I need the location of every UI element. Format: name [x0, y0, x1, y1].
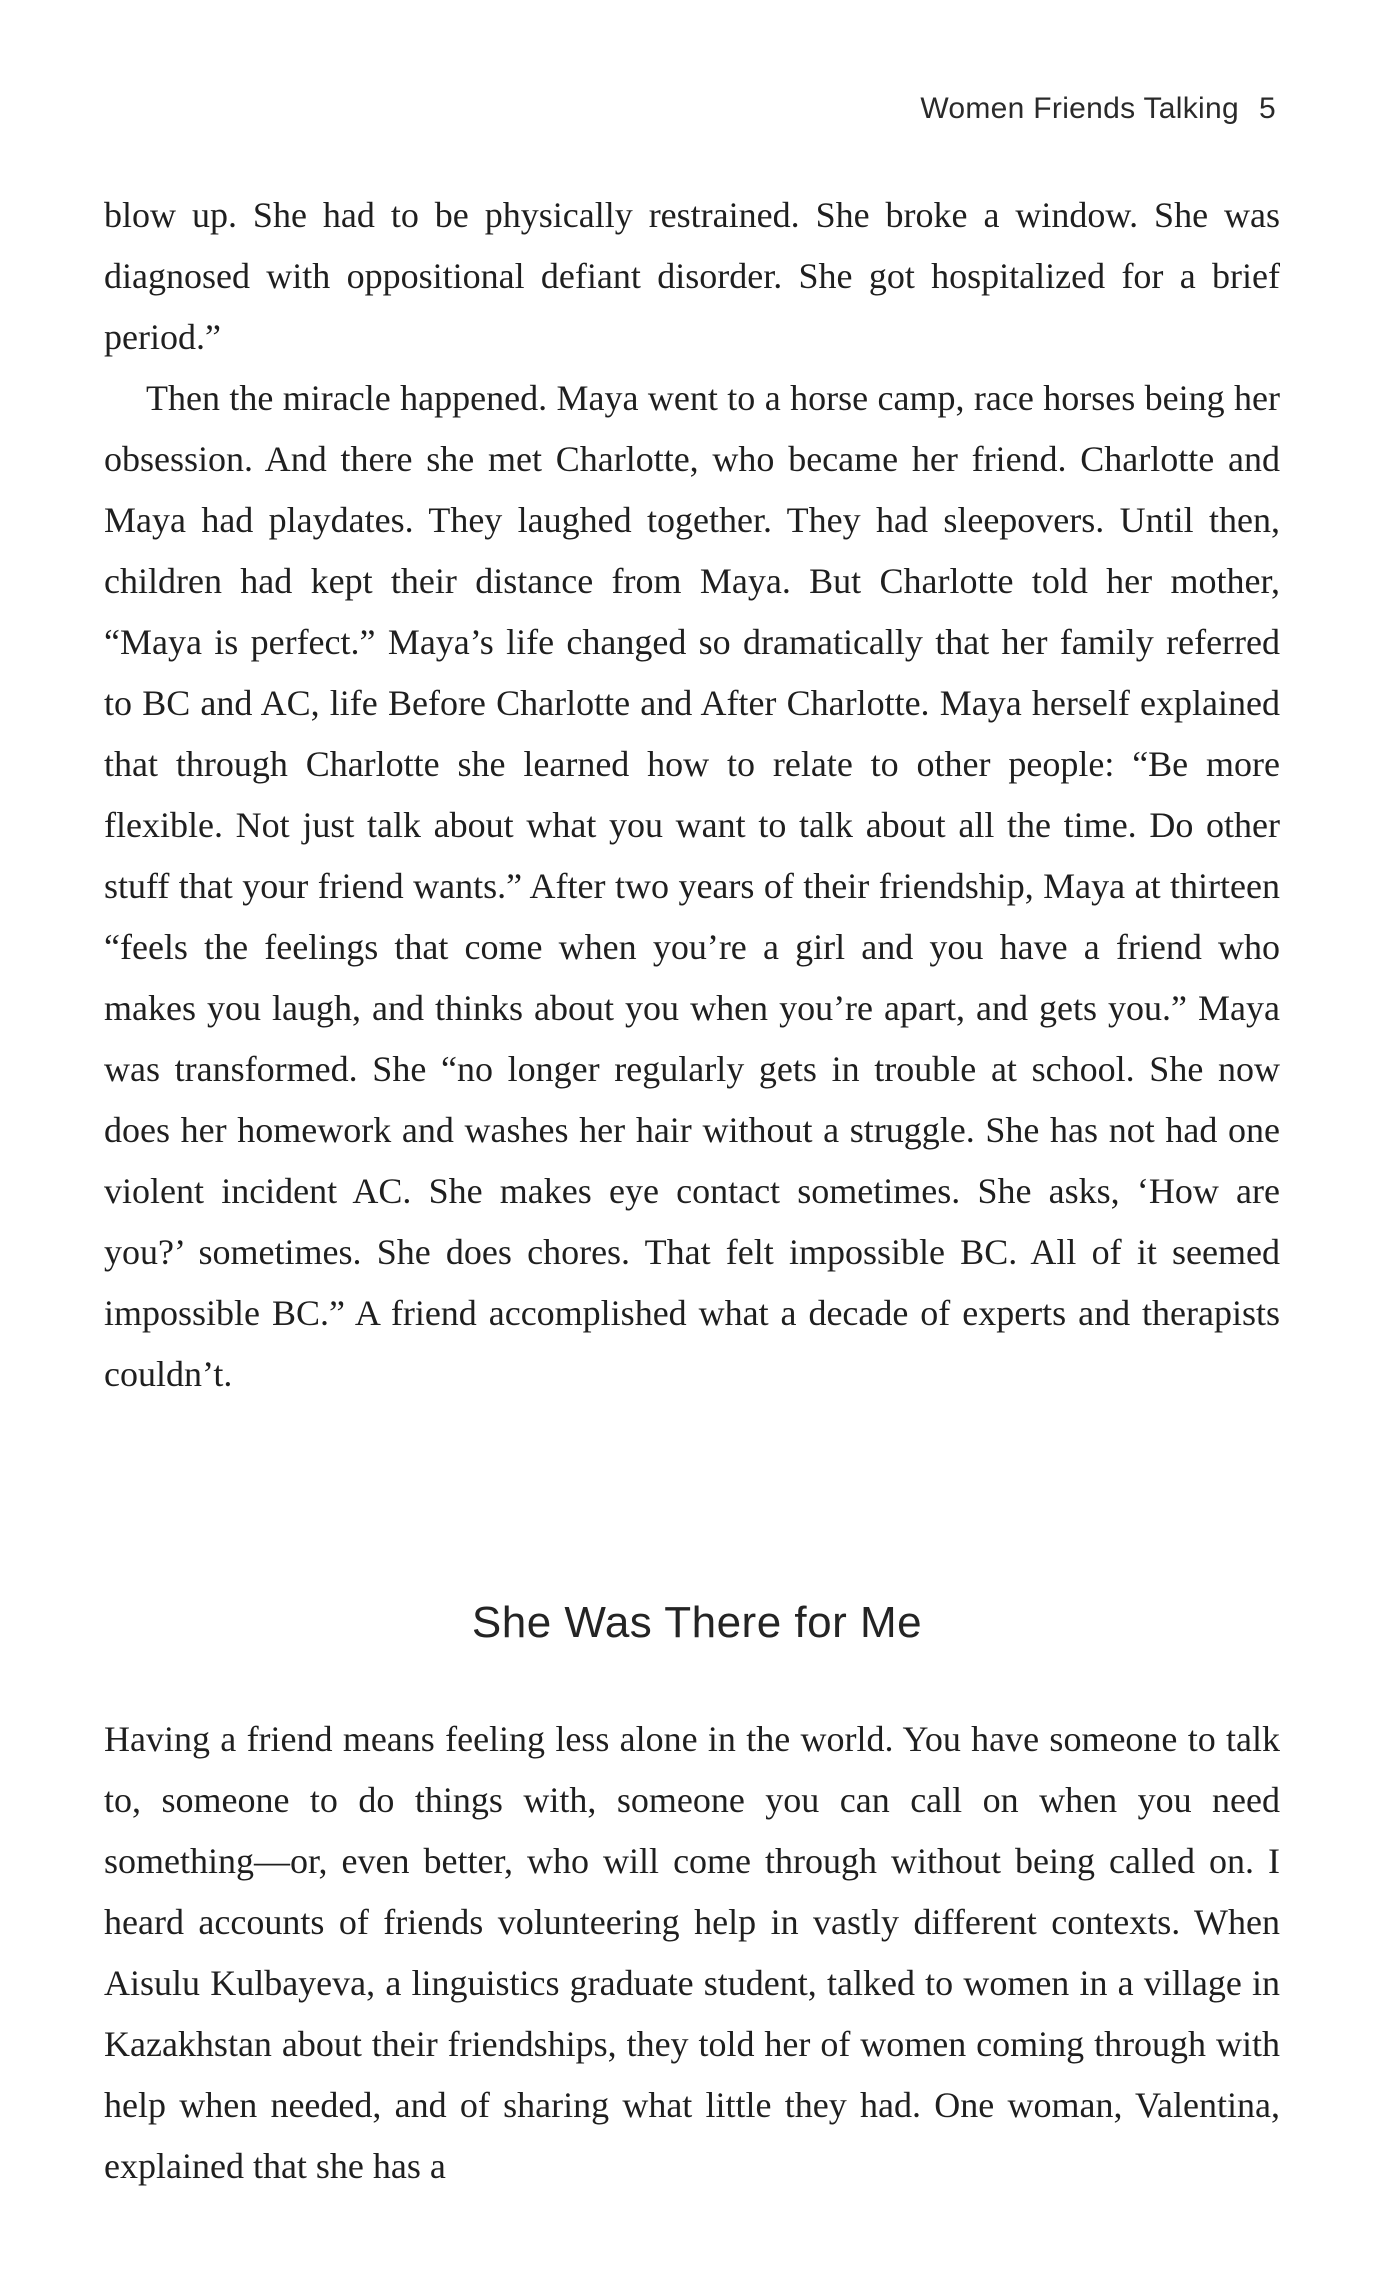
running-head-title: Women Friends Talking: [920, 92, 1239, 125]
paragraph-section-opening: Having a friend means feeling less alone in the world. You have someone to talk to, someone to do things with, someone you can call on when you need something—or, even better, who will come through without being called on. I heard accounts of friends volunteering help in vastly different contexts. When Aisulu Kulbayeva, a linguistics graduate student, talked to women in a village in Kazakhstan about their friendships, they told her of women coming through with help when needed, and of sharing what little they had. One woman, Valentina, explained that she has a: [104, 1719, 1280, 2186]
page-number: 5: [1259, 92, 1276, 125]
paragraph-continuation: blow up. She had to be physically restrained. She broke a window. She was diagnosed with oppositional defiant disorder. She got hospitalized for a brief period.”: [104, 195, 1280, 357]
section-heading: She Was There for Me: [471, 1598, 923, 1647]
paragraph-maya-story: Then the miracle happened. Maya went to a horse camp, race horses being her obsession. And there she met Charlotte, who became her friend. Charlotte and Maya had playdates. They laughed together. They had sleepovers. Until then, children had kept their distance from Maya. But Charlotte told her mother, “Maya is perfect.” Maya’s life changed so dramatically that her family referred to BC and AC, life Before Charlotte and After Charlotte. Maya herself explained that through Charlotte she learned how to relate to other people: “Be more flexible. Not just talk about what you want to talk about all the time. Do other stuff that your friend wants.” After two years of their friendship, Maya at thirteen “feels the feelings that come when you’re a girl and you have a friend who makes you laugh, and thinks about you when you’re apart, and gets you.” Maya was transformed. She “no longer regularly gets in trouble at school. She now does her homework and washes her hair without a struggle. She has not had one violent incident AC. She makes eye contact sometimes. She asks, ‘How are you?’ sometimes. She does chores. That felt impossible BC. All of it seemed impossible BC.” A friend accomplished what a decade of experts and therapists couldn’t.: [104, 378, 1280, 1394]
body-text-top: [104, 185, 1280, 1405]
running-head: [920, 92, 1276, 126]
body-text-section: [104, 1709, 1280, 2197]
